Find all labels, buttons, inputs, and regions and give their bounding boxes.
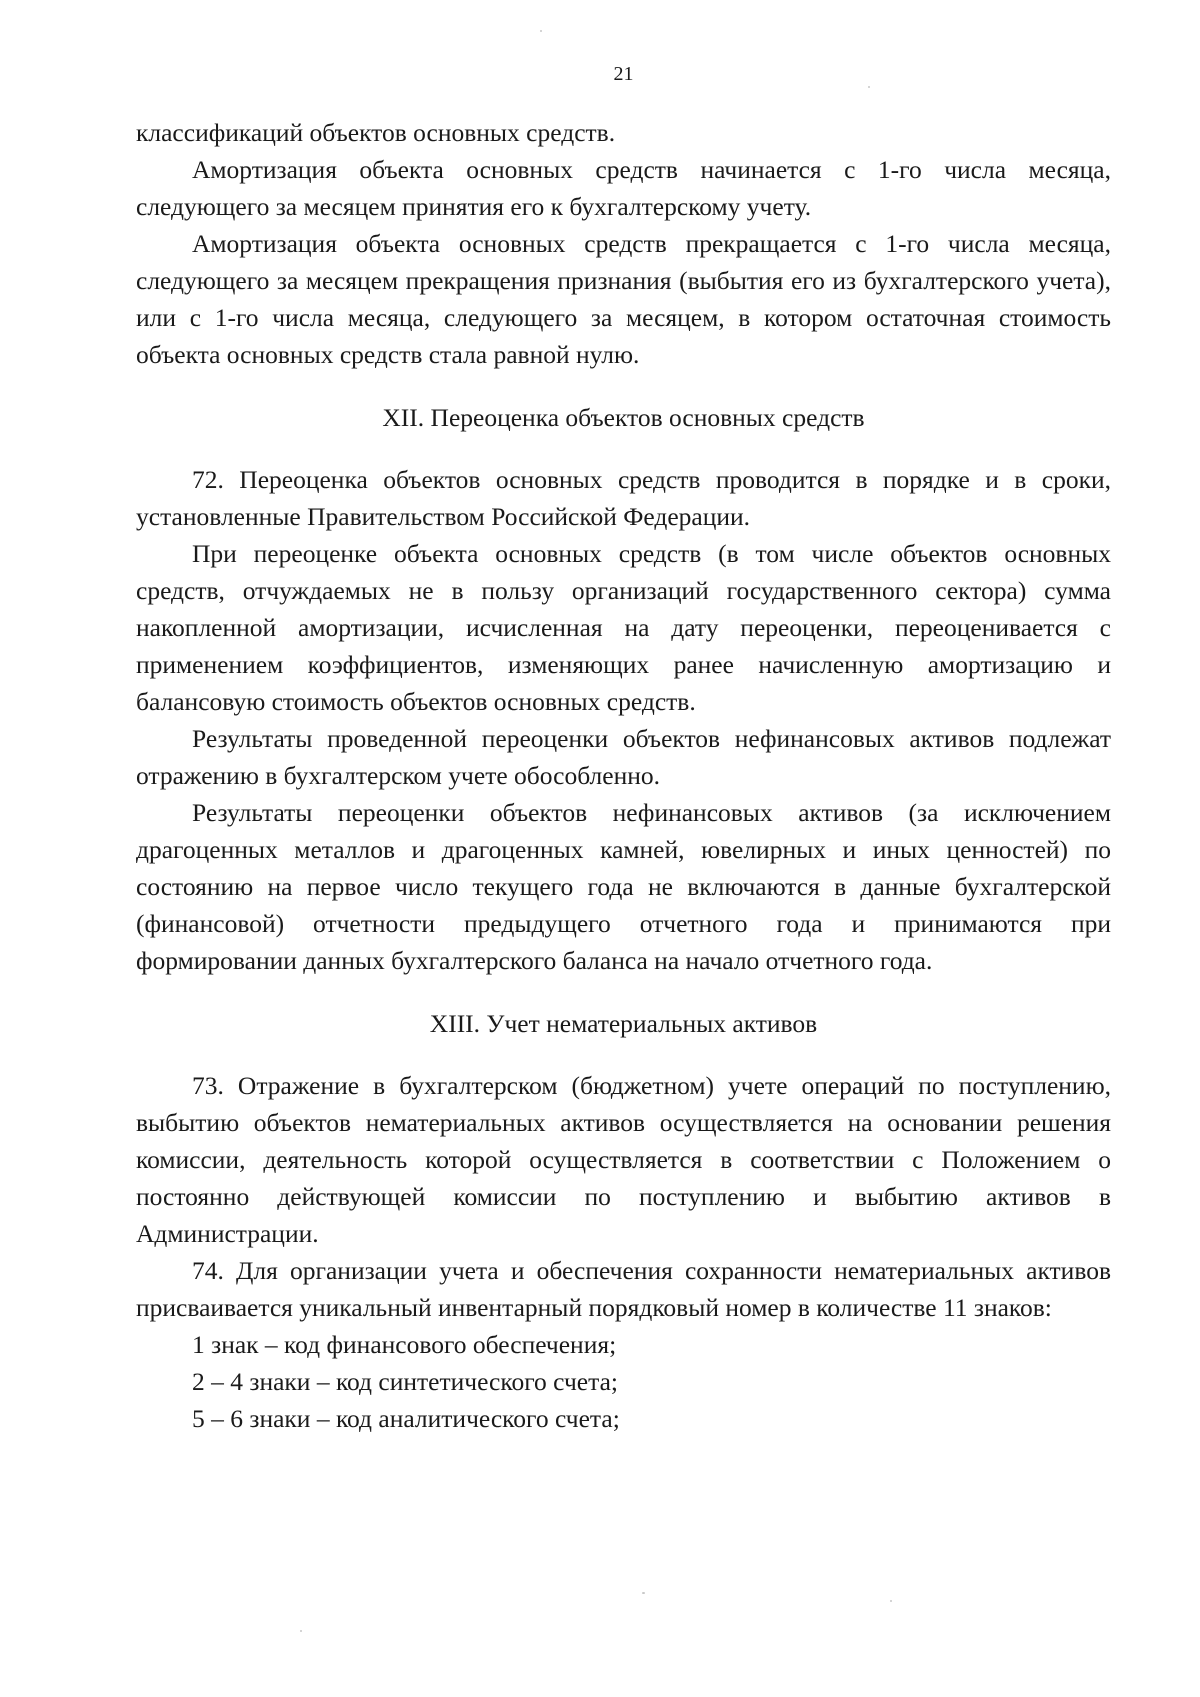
paragraph-72: 72. Переоценка объектов основных средств проводится в порядке и в сроки, установленные Правительством Российской Федерации. [136,465,1111,531]
page-number: 21 [613,63,634,85]
paragraph-73: 73. Отражение в бухгалтерском (бюджетном) учете операций по поступлению, выбытию объектов нематериальных активов осуществляется на основании решения комиссии, деятельность которой осуществляется в соответствии с Положением о постоянно действующей комиссии по поступлению и выбытию активов в Администрации. [136,1071,1111,1248]
paragraph-depreciation-start: Амортизация объекта основных средств начинается с 1-го числа месяца, следующего за месяцем принятия его к бухгалтерскому учету. [136,155,1111,221]
section-heading-revaluation: XII. Переоценка объектов основных средств [382,403,865,432]
paragraph-72-results-separate: Результаты проведенной переоценки объектов нефинансовых активов подлежат отражению в бухгалтерском учете обособленно. [136,724,1111,790]
list-item: 1 знак – код финансового обеспечения; [192,1330,617,1359]
scan-speck [868,86,870,88]
scan-speck [642,1592,645,1594]
paragraph-72-revaluation-depreciation: При переоценке объекта основных средств (в том числе объектов основных средств, отчуждаемых не в пользу организаций государственного сектора) сумма накопленной амортизации, исчисленная на дату переоценки, переоценивается с применением коэффициентов, изменяющих ранее начисленную амортизацию и балансовую стоимость объектов основных средств. [136,539,1111,716]
paragraph-74: 74. Для организации учета и обеспечения сохранности нематериальных активов присваивается уникальный инвентарный порядковый номер в количестве 11 знаков: [136,1256,1111,1322]
scan-speck [300,1630,302,1632]
scan-speck [890,1600,892,1602]
paragraph-depreciation-end: Амортизация объекта основных средств прекращается с 1-го числа месяца, следующего за месяцем прекращения признания (выбытия его из бухгалтерского учета), или с 1-го числа месяца, следующего за месяцем, в котором остаточная стоимость объекта основных средств стала равной нулю. [136,229,1111,369]
paragraph-72-results-reporting: Результаты переоценки объектов нефинансовых активов (за исключением драгоценных металлов и драгоценных камней, ювелирных и иных ценностей) по состоянию на первое число текущего года не включаются в данные бухгалтерской (финансовой) отчетности предыдущего отчетного года и принимаются при формировании данных бухгалтерского баланса на начало отчетного года. [136,798,1111,975]
document-body [136,114,1111,1437]
list-item: 5 – 6 знаки – код аналитического счета; [192,1404,620,1433]
scan-speck [540,30,542,32]
section-heading-intangible-assets: XIII. Учет нематериальных активов [429,1009,818,1038]
paragraph-continuation: классификаций объектов основных средств. [136,118,616,147]
list-item: 2 – 4 знаки – код синтетического счета; [192,1367,618,1396]
